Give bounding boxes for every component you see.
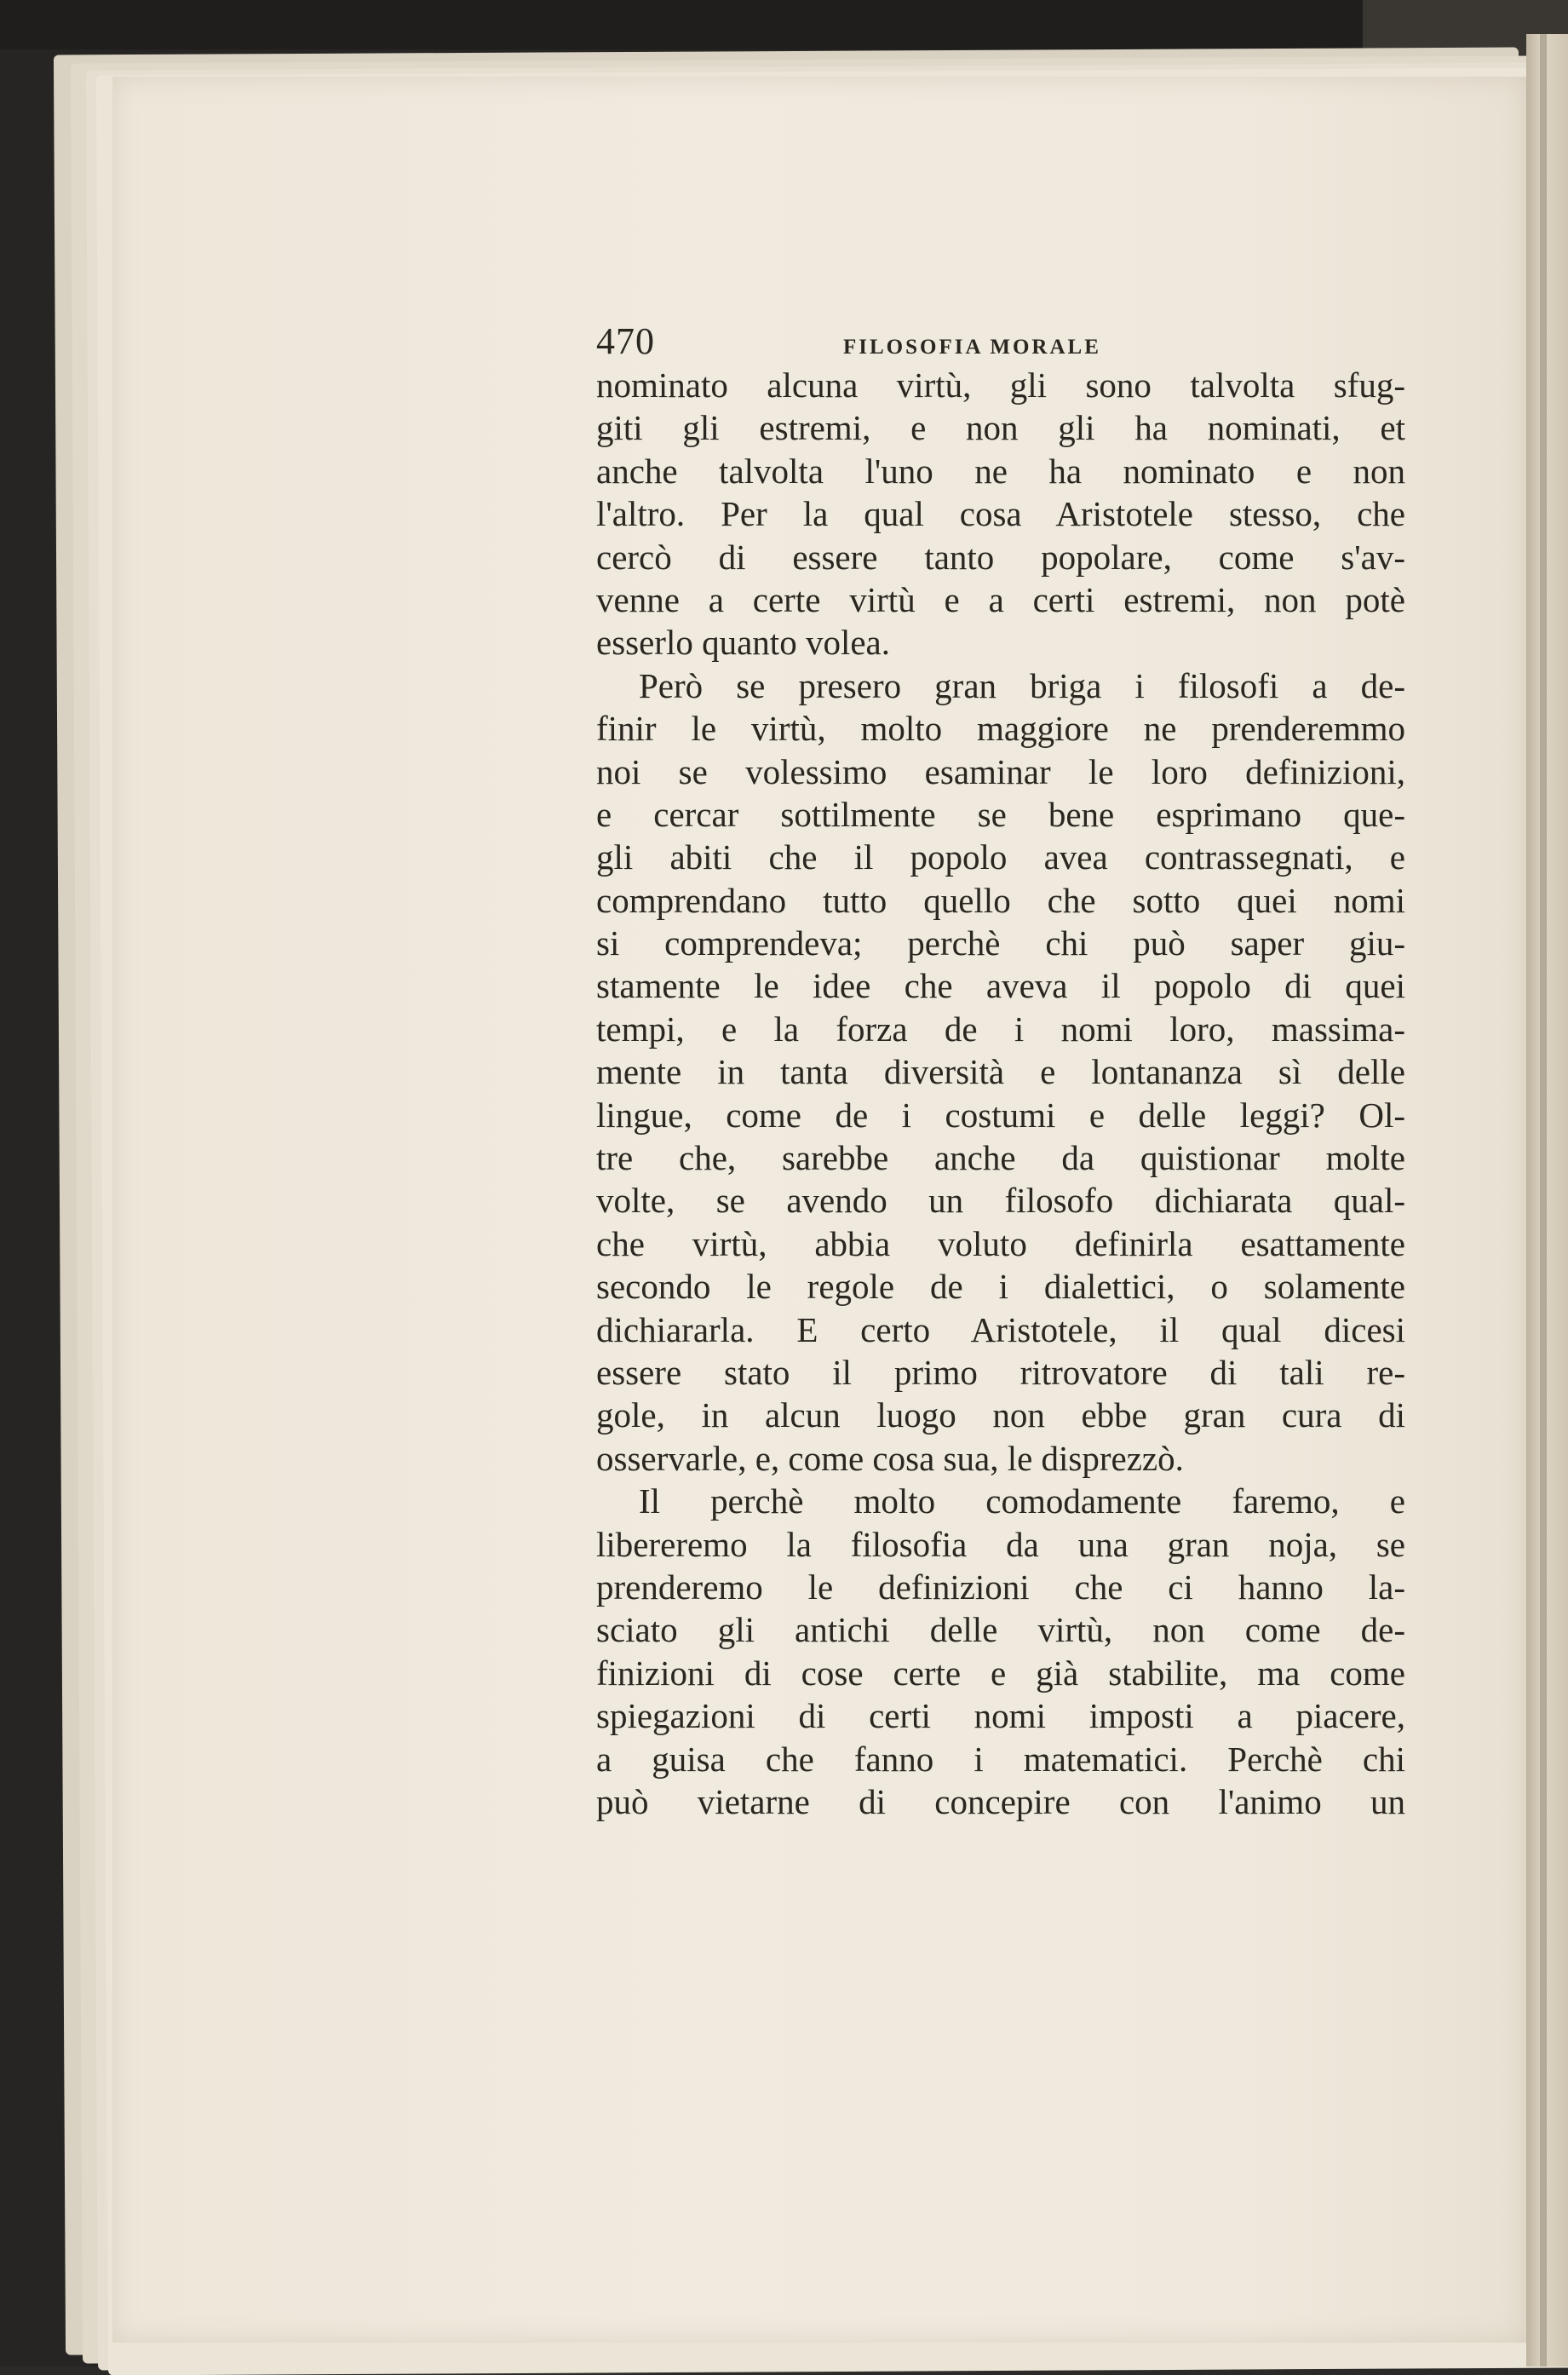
- text-line: essere stato il primo ritrovatore di tali re-: [596, 1352, 1405, 1392]
- text-line: e cercar sottilmente se bene esprimano que-: [596, 794, 1405, 834]
- text-line: esserlo quanto volea.: [596, 623, 890, 663]
- text-line: noi se volessimo esaminar le loro definizioni,: [596, 751, 1405, 791]
- scan-top-strip: [0, 0, 1568, 49]
- text-line: venne a certe virtù e a certi estremi, non potè: [596, 579, 1405, 619]
- text-line: stamente le idee che aveva il popolo di quei: [596, 966, 1405, 1006]
- text-line: prenderemo le definizioni che ci hanno la-: [596, 1567, 1405, 1607]
- text-line: dichiararla. E certo Aristotele, il qual dicesi: [596, 1309, 1405, 1349]
- running-head: [596, 319, 1405, 364]
- text-line: osservarle, e, come cosa sua, le disprezzò.: [596, 1438, 1184, 1478]
- text-line: mente in tanta diversità e lontananza sì delle: [596, 1052, 1405, 1092]
- text-line: spiegazioni di certi nomi imposti a piacere,: [596, 1696, 1405, 1736]
- page-text-block: [596, 319, 1405, 1823]
- text-line: sciato gli antichi delle virtù, non come de-: [596, 1610, 1405, 1650]
- text-line: tre che, sarebbe anche da quistionar molte: [596, 1138, 1405, 1178]
- binding-shadow: [1540, 34, 1547, 2366]
- text-line: gole, in alcun luogo non ebbe gran cura di: [596, 1395, 1405, 1435]
- text-line: Il perchè molto comodamente faremo, e: [639, 1481, 1405, 1521]
- text-line: tempi, e la forza de i nomi loro, massima-: [596, 1009, 1405, 1049]
- text-line: Però se presero gran briga i filosofi a de-: [639, 665, 1405, 705]
- text-line: a guisa che fanno i matematici. Perchè chi: [596, 1739, 1405, 1779]
- page-number: 470: [596, 320, 655, 362]
- text-line: comprendano tutto quello che sotto quei nomi: [596, 880, 1405, 920]
- text-line: finir le virtù, molto maggiore ne prenderemmo: [596, 709, 1405, 749]
- next-page-edge: [1526, 34, 1568, 2366]
- text-line: si comprendeva; perchè chi può saper giu-: [596, 923, 1405, 963]
- text-line: anche talvolta l'uno ne ha nominato e non: [596, 451, 1405, 491]
- text-line: che virtù, abbia voluto definirla esattamente: [596, 1223, 1405, 1263]
- text-line: l'altro. Per la qual cosa Aristotele stesso, che: [596, 494, 1405, 534]
- text-line: libereremo la filosofia da una gran noja, se: [596, 1524, 1405, 1564]
- text-line: cercò di essere tanto popolare, come s'av-: [596, 537, 1405, 577]
- text-line: finizioni di cose certe e già stabilite, ma come: [596, 1653, 1405, 1693]
- text-line: secondo le regole de i dialettici, o solamente: [596, 1267, 1405, 1307]
- text-line: volte, se avendo un filosofo dichiarata qual-: [596, 1181, 1405, 1221]
- text-line: nominato alcuna virtù, gli sono talvolta sfug-: [596, 365, 1405, 405]
- text-line: può vietarne di concepire con l'animo un: [596, 1781, 1405, 1821]
- text-line: lingue, come de i costumi e delle leggi? Ol-: [596, 1095, 1405, 1135]
- body-text: [596, 364, 1405, 1823]
- text-line: giti gli estremi, e non gli ha nominati, et: [596, 408, 1405, 448]
- text-line: gli abiti che il popolo avea contrassegnati, e: [596, 837, 1405, 877]
- running-head-title: FILOSOFIA MORALE: [843, 336, 1101, 359]
